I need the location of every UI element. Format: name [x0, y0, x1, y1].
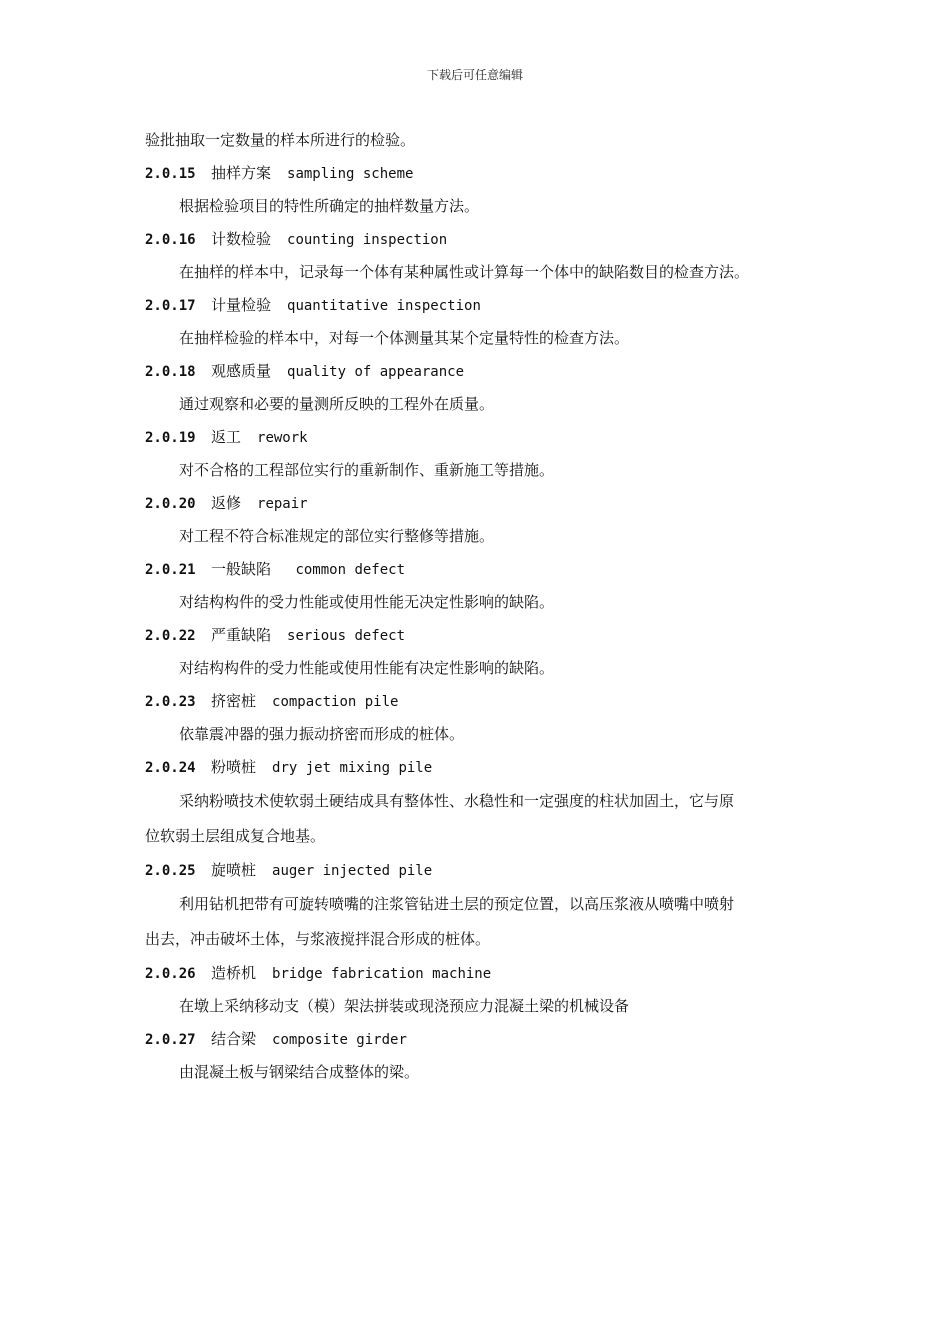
term-definition: 在墩上采纳移动支（模）架法拼装或现浇预应力混凝土梁的机械设备 [179, 997, 630, 1015]
document-body [145, 124, 815, 1089]
term-number: 2.0.24 [145, 760, 196, 776]
term-number: 2.0.23 [145, 694, 196, 710]
term-chinese: 粉喷桩 [211, 758, 257, 776]
term-number: 2.0.25 [145, 863, 196, 879]
term-english: serious defect [287, 628, 406, 644]
term-number: 2.0.20 [145, 496, 196, 512]
term-definition: 通过观察和必要的量测所反映的工程外在质量。 [179, 395, 495, 413]
term-2-0-23 [145, 685, 815, 718]
term-definition: 由混凝土板与钢梁结合成整体的梁。 [179, 1063, 420, 1081]
term-chinese: 造桥机 [211, 964, 257, 982]
term-definition: 在抽样检验的样本中，对每一个体测量其某个定量特性的检查方法。 [179, 329, 630, 347]
term-chinese: 返工 [211, 428, 242, 446]
term-definition-line-2: 位软弱土层组成复合地基。 [145, 827, 326, 845]
term-definition: 对结构构件的受力性能或使用性能有决定性影响的缺陷。 [179, 659, 555, 677]
term-number: 2.0.18 [145, 364, 196, 380]
term-definition: 对结构构件的受力性能或使用性能无决定性影响的缺陷。 [179, 593, 555, 611]
term-english: dry jet mixing pile [272, 760, 433, 776]
term-chinese: 严重缺陷 [211, 626, 272, 644]
term-2-0-22 [145, 619, 815, 652]
term-chinese: 观感质量 [211, 362, 272, 380]
term-english: compaction pile [272, 694, 399, 710]
term-2-0-26 [145, 957, 815, 990]
intro-continuation: 验批抽取一定数量的样本所进行的检验。 [145, 131, 416, 149]
term-2-0-20 [145, 487, 815, 520]
term-english: auger injected pile [272, 863, 433, 879]
term-definition: 对不合格的工程部位实行的重新制作、重新施工等措施。 [179, 461, 555, 479]
term-english: counting inspection [287, 232, 448, 248]
term-chinese: 计量检验 [211, 296, 272, 314]
term-definition-line-1: 利用钻机把带有可旋转喷嘴的注浆管钻进土层的预定位置，以高压浆液从喷嘴中喷射 [179, 895, 735, 913]
term-number: 2.0.27 [145, 1032, 196, 1048]
term-definition: 依靠震冲器的强力振动挤密而形成的桩体。 [179, 725, 465, 743]
term-2-0-18 [145, 355, 815, 388]
term-english: repair [257, 496, 308, 512]
term-definition-line-2: 出去，冲击破坏土体，与浆液搅拌混合形成的桩体。 [145, 930, 491, 948]
term-number: 2.0.22 [145, 628, 196, 644]
term-english: quality of appearance [287, 364, 465, 380]
term-2-0-24 [145, 751, 815, 784]
term-2-0-15 [145, 157, 815, 190]
term-2-0-25 [145, 854, 815, 887]
term-english: bridge fabrication machine [272, 966, 492, 982]
term-2-0-19 [145, 421, 815, 454]
term-definition: 在抽样的样本中，记录每一个体有某种属性或计算每一个体中的缺陷数目的检查方法。 [179, 263, 750, 281]
term-english: composite girder [272, 1032, 407, 1048]
term-english: rework [257, 430, 308, 446]
term-chinese: 计数检验 [211, 230, 272, 248]
term-number: 2.0.17 [145, 298, 196, 314]
term-chinese: 抽样方案 [211, 164, 272, 182]
page-header: 下载后可任意编辑 [426, 68, 523, 82]
term-2-0-21 [145, 553, 815, 586]
term-2-0-16 [145, 223, 815, 256]
term-number: 2.0.26 [145, 966, 196, 982]
term-number: 2.0.15 [145, 166, 196, 182]
term-english: quantitative inspection [287, 298, 481, 314]
term-definition: 根据检验项目的特性所确定的抽样数量方法。 [179, 197, 480, 215]
term-english: common defect [287, 562, 406, 578]
term-english: sampling scheme [287, 166, 414, 182]
term-number: 2.0.16 [145, 232, 196, 248]
term-chinese: 旋喷桩 [211, 861, 257, 879]
term-chinese: 挤密桩 [211, 692, 257, 710]
term-chinese: 结合梁 [211, 1030, 257, 1048]
term-chinese: 返修 [211, 494, 242, 512]
term-2-0-17 [145, 289, 815, 322]
term-definition-line-1: 采纳粉喷技术使软弱土硬结成具有整体性、水稳性和一定强度的柱状加固土，它与原 [179, 792, 735, 810]
term-number: 2.0.19 [145, 430, 196, 446]
term-definition: 对工程不符合标准规定的部位实行整修等措施。 [179, 527, 495, 545]
term-2-0-27 [145, 1023, 815, 1056]
term-number: 2.0.21 [145, 562, 196, 578]
term-chinese: 一般缺陷 [211, 560, 272, 578]
